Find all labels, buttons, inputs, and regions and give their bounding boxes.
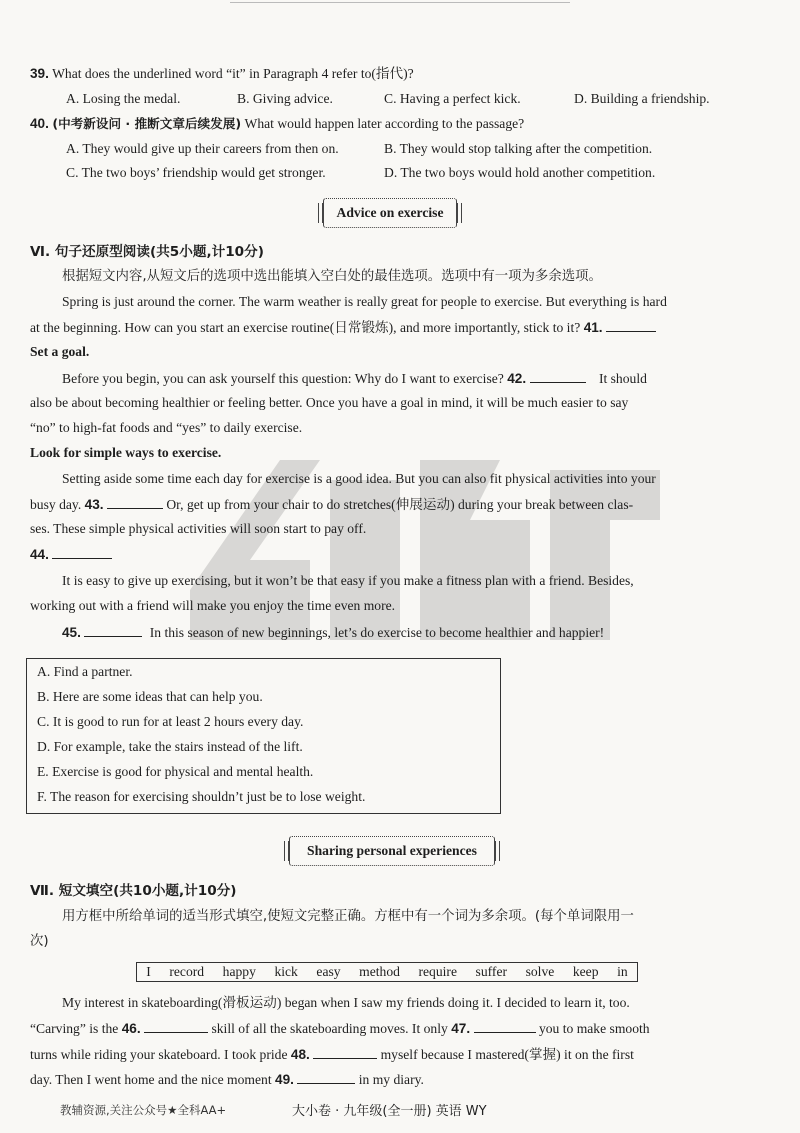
option-c[interactable]: C. Having a perfect kick. <box>384 91 521 106</box>
choice-a[interactable]: A. Find a partner. <box>37 664 133 679</box>
choice-c[interactable]: C. It is good to run for at least 2 hours every day. <box>37 714 304 729</box>
choice-d[interactable]: D. For example, take the stairs instead of the lift. <box>37 739 303 754</box>
word-bank-box <box>136 962 638 982</box>
blank-number-42: 42. <box>507 371 527 386</box>
question-40 <box>30 115 524 133</box>
question-39 <box>30 65 414 83</box>
banner-title: Advice on exercise <box>336 205 444 220</box>
option-b[interactable]: B. They would stop talking after the competition. <box>384 141 653 156</box>
question-stem: What would happen later according to the passage? <box>244 116 525 131</box>
question-number: 40. <box>30 116 49 131</box>
paragraph-line <box>62 369 647 388</box>
question-39-options <box>66 90 710 108</box>
word-bank-item: I <box>146 964 151 979</box>
blank-number-47: 47. <box>451 1021 471 1036</box>
paragraph-text: In this season of new beginnings, let’s do exercise to become healthier and happier! <box>149 625 605 640</box>
answer-blank-42[interactable] <box>530 369 586 383</box>
paragraph-text: Before you begin, you can ask yourself this question: Why do I want to exercise? <box>62 371 504 386</box>
paragraph-line: Spring is just around the corner. The warm weather is really great for people to exercise. But everything is hard <box>62 294 667 309</box>
word-bank-item: record <box>169 964 205 979</box>
answer-blank-41[interactable] <box>606 318 656 332</box>
question-40-options-row1 <box>66 140 652 158</box>
answer-blank-46[interactable] <box>144 1019 208 1033</box>
blank-number-45: 45. <box>62 625 81 640</box>
word-bank-item: easy <box>316 964 341 979</box>
word-bank-item: require <box>418 964 457 979</box>
choice-b[interactable]: B. Here are some ideas that can help you. <box>37 689 263 704</box>
paragraph-text: in my diary. <box>358 1072 424 1087</box>
subheading-simple-ways: Look for simple ways to exercise. <box>30 445 222 460</box>
answer-blank-47[interactable] <box>474 1019 536 1033</box>
option-a[interactable]: A. Losing the medal. <box>66 91 181 106</box>
paragraph-line: working out with a friend will make you enjoy the time even more. <box>30 598 396 613</box>
word-bank-item: solve <box>525 964 555 979</box>
word-bank-item: kick <box>274 964 298 979</box>
section-7-instruction-cont: 次) <box>30 934 49 949</box>
answer-blank-45[interactable] <box>84 623 142 637</box>
blank-number-49: 49. <box>275 1072 294 1087</box>
option-d[interactable]: D. Building a friendship. <box>574 91 710 106</box>
choice-f[interactable]: F. The reason for exercising shouldn’t just be to lose weight. <box>37 789 366 804</box>
paragraph-line <box>30 1019 650 1038</box>
section-7-instruction: 用方框中所给单词的适当形式填空,使短文完整正确。方框中有一个词为多余项。(每个单词限用一 <box>62 909 634 924</box>
subheading-set-goal: Set a goal. <box>30 344 90 359</box>
paragraph-line: My interest in skateboarding(滑板运动) began when I saw my friends doing it. I decided to learn it, too. <box>62 995 630 1010</box>
answer-blank-49[interactable] <box>297 1070 355 1084</box>
paragraph-text: Or, get up from your chair to do stretches(伸展运动) during your break between clas- <box>166 497 634 512</box>
paragraph-line <box>30 495 633 514</box>
paragraph-line <box>30 1070 424 1089</box>
paragraph-line: also be about becoming healthier or feeling better. Once you have a goal in mind, it will be much easier to say <box>30 395 629 410</box>
paragraph-text: turns while riding your skateboard. I took pride <box>30 1047 288 1062</box>
question-tag: (中考新设问 · 推断文章后续发展) <box>52 116 242 131</box>
blank-number-46: 46. <box>121 1021 141 1036</box>
question-number: 39. <box>30 66 49 81</box>
top-edge-line <box>230 2 570 3</box>
word-bank-item: method <box>359 964 400 979</box>
option-b[interactable]: B. Giving advice. <box>237 91 333 106</box>
paragraph-text: skill of all the skateboarding moves. It only <box>211 1021 448 1036</box>
answer-blank-48[interactable] <box>313 1045 377 1059</box>
paragraph-line: It is easy to give up exercising, but it won’t be that easy if you make a fitness plan with a friend. Besides, <box>62 573 634 588</box>
paragraph-line: ses. These simple physical activities will soon start to pay off. <box>30 521 367 536</box>
choices-box <box>26 658 501 814</box>
question-40-options-row2 <box>66 164 655 182</box>
paragraph-text: “Carving” is the <box>30 1021 119 1036</box>
option-c[interactable]: C. The two boys’ friendship would get stronger. <box>66 165 326 180</box>
answer-blank-43[interactable] <box>107 495 163 509</box>
answer-blank-44[interactable] <box>52 545 112 559</box>
section-banner-exercise <box>323 198 457 228</box>
blank-number-43: 43. <box>84 497 104 512</box>
paragraph-text: you to make smooth <box>538 1021 650 1036</box>
word-bank-item: suffer <box>475 964 508 979</box>
paragraph-text: It should <box>598 371 647 386</box>
section-banner-experiences <box>289 836 495 866</box>
blank-number-41: 41. <box>583 320 603 335</box>
choice-e[interactable]: E. Exercise is good for physical and mental health. <box>37 764 314 779</box>
question-stem: What does the underlined word “it” in Paragraph 4 refer to(指代)? <box>52 66 414 81</box>
paragraph-line: “no” to high-fat foods and “yes” to daily exercise. <box>30 420 303 435</box>
word-bank-item: happy <box>222 964 256 979</box>
paragraph-text: myself because I mastered(掌握) it on the first <box>380 1047 634 1062</box>
paragraph-line: Setting aside some time each day for exercise is a good idea. But you can also fit physical activities into your <box>62 471 656 486</box>
section-7-heading: Ⅶ. 短文填空(共10小题,计10分) <box>30 883 237 899</box>
paragraph-line <box>30 1045 634 1064</box>
paragraph-text: at the beginning. How can you start an exercise routine(日常锻炼), and more importantly, stick to it? <box>30 320 581 335</box>
banner-title: Sharing personal experiences <box>307 843 477 858</box>
option-a[interactable]: A. They would give up their careers from then on. <box>66 141 339 156</box>
blank-number-48: 48. <box>290 1047 310 1062</box>
section-6-heading: Ⅵ. 句子还原型阅读(共5小题,计10分) <box>30 244 264 260</box>
word-bank-item: keep <box>572 964 599 979</box>
section-6-instruction: 根据短文内容,从短文后的选项中选出能填入空白处的最佳选项。选项中有一项为多余选项。 <box>62 269 602 284</box>
paragraph-line <box>30 545 112 564</box>
word-bank-item: in <box>617 964 628 979</box>
footer-book-title: 大小卷 · 九年级(全一册) 英语 WY <box>292 1104 487 1119</box>
paragraph-text: busy day. <box>30 497 82 512</box>
paragraph-text: day. Then I went home and the nice moment <box>30 1072 272 1087</box>
blank-number-44: 44. <box>30 547 49 562</box>
paragraph-line <box>62 623 604 642</box>
paragraph-line <box>30 318 656 337</box>
option-d[interactable]: D. The two boys would hold another competition. <box>384 165 656 180</box>
footer-source: 教辅资源,关注公众号★全科AA+ <box>60 1103 227 1117</box>
